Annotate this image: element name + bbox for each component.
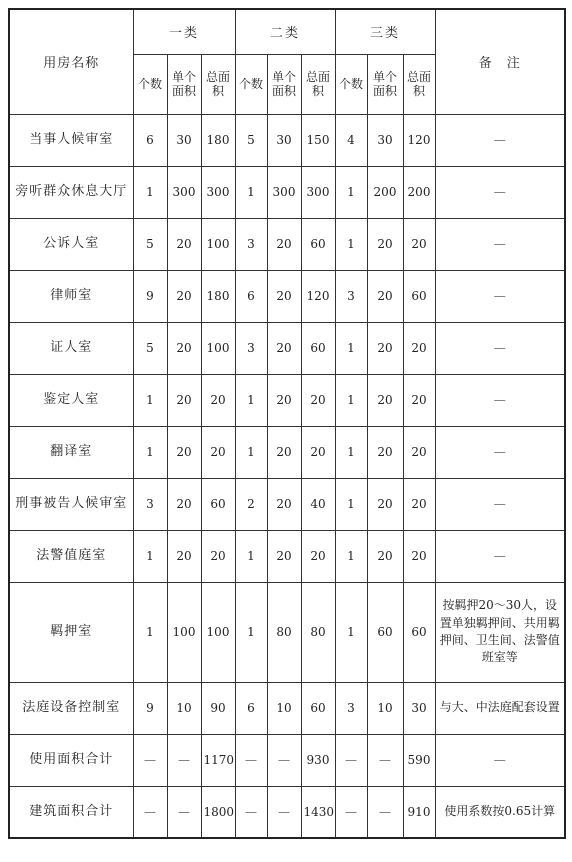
total-area-cell: 100 (201, 322, 235, 374)
count-cell: 1 (133, 530, 167, 582)
table-row (9, 682, 565, 734)
unit-area-cell: 10 (267, 682, 301, 734)
count-cell: 1 (335, 426, 367, 478)
count-cell: 1 (335, 478, 367, 530)
count-cell: 1 (335, 322, 367, 374)
unit-area-cell: 20 (167, 426, 201, 478)
unit-area-cell: 20 (167, 322, 201, 374)
table-row (9, 426, 565, 478)
unit-area-cell: 20 (367, 374, 403, 426)
remark-cell: — (435, 322, 565, 374)
unit-area-cell: 20 (267, 530, 301, 582)
unit-area-cell: 60 (367, 582, 403, 682)
total-area-cell: 20 (403, 218, 435, 270)
count-cell: 5 (235, 114, 267, 166)
room-name-cell: 建筑面积合计 (9, 786, 133, 838)
table-row (9, 114, 565, 166)
count-cell: 6 (235, 682, 267, 734)
unit-area-cell: 20 (167, 218, 201, 270)
count-cell: 1 (235, 374, 267, 426)
count-cell: 1 (335, 582, 367, 682)
remark-cell: — (435, 734, 565, 786)
count-cell: 1 (335, 166, 367, 218)
total-area-cell: 20 (403, 374, 435, 426)
total-area-cell: 180 (201, 270, 235, 322)
unit-area-cell: 20 (267, 322, 301, 374)
total-area-cell: 300 (201, 166, 235, 218)
remark-cell: — (435, 374, 565, 426)
unit-area-cell: 300 (267, 166, 301, 218)
count-cell: 3 (335, 270, 367, 322)
total-area-cell: 20 (301, 426, 335, 478)
total-area-cell: 60 (301, 682, 335, 734)
unit-area-cell: 20 (367, 426, 403, 478)
total-area-cell: 20 (301, 530, 335, 582)
total-area-cell: 60 (301, 218, 335, 270)
total-area-cell: 20 (201, 374, 235, 426)
table-header (9, 9, 565, 114)
total-area-cell: 910 (403, 786, 435, 838)
remark-cell: — (435, 426, 565, 478)
total-area-cell: 1170 (201, 734, 235, 786)
unit-area-cell: — (167, 786, 201, 838)
unit-area-cell: — (167, 734, 201, 786)
count-cell: 6 (235, 270, 267, 322)
unit-area-cell: 30 (367, 114, 403, 166)
room-name-cell: 羁押室 (9, 582, 133, 682)
count-cell: 3 (133, 478, 167, 530)
room-area-table (8, 8, 566, 839)
count-cell: 3 (235, 322, 267, 374)
count-cell: 1 (335, 530, 367, 582)
count-cell: — (235, 734, 267, 786)
count-cell: 1 (335, 374, 367, 426)
unit-area-cell: 200 (367, 166, 403, 218)
total-area-cell: 60 (403, 270, 435, 322)
sub-header-total-area: 总面积 (301, 54, 335, 114)
table-row (9, 374, 565, 426)
unit-area-cell: 10 (367, 682, 403, 734)
total-area-cell: 590 (403, 734, 435, 786)
sub-header-total-area: 总面积 (403, 54, 435, 114)
unit-area-cell: 20 (367, 530, 403, 582)
unit-area-cell: 100 (167, 582, 201, 682)
sub-header-unit-area: 单个面积 (267, 54, 301, 114)
sub-header-unit-area: 单个面积 (167, 54, 201, 114)
total-area-cell: 90 (201, 682, 235, 734)
header-remark: 备 注 (435, 9, 565, 114)
table-body (9, 114, 565, 838)
count-cell: 1 (235, 426, 267, 478)
total-area-cell: 60 (201, 478, 235, 530)
remark-cell: — (435, 166, 565, 218)
room-name-cell: 使用面积合计 (9, 734, 133, 786)
total-area-cell: 120 (301, 270, 335, 322)
unit-area-cell: 20 (367, 218, 403, 270)
unit-area-cell: 20 (167, 530, 201, 582)
unit-area-cell: 20 (267, 218, 301, 270)
table-row (9, 322, 565, 374)
count-cell: 9 (133, 270, 167, 322)
table-row (9, 270, 565, 322)
unit-area-cell: 20 (167, 374, 201, 426)
unit-area-cell: — (267, 734, 301, 786)
count-cell: — (235, 786, 267, 838)
room-name-cell: 旁听群众休息大厅 (9, 166, 133, 218)
table-row (9, 166, 565, 218)
unit-area-cell: 20 (367, 322, 403, 374)
remark-cell: 使用系数按0.65计算 (435, 786, 565, 838)
remark-cell: — (435, 270, 565, 322)
room-name-cell: 翻译室 (9, 426, 133, 478)
count-cell: 4 (335, 114, 367, 166)
room-name-cell: 律师室 (9, 270, 133, 322)
unit-area-cell: 20 (267, 478, 301, 530)
unit-area-cell: 20 (367, 270, 403, 322)
unit-area-cell: 80 (267, 582, 301, 682)
count-cell: 3 (235, 218, 267, 270)
remark-cell: — (435, 218, 565, 270)
count-cell: 9 (133, 682, 167, 734)
unit-area-cell: — (367, 786, 403, 838)
room-name-cell: 证人室 (9, 322, 133, 374)
total-area-cell: 20 (301, 374, 335, 426)
unit-area-cell: 300 (167, 166, 201, 218)
header-category-3: 三类 (335, 9, 435, 54)
count-cell: 6 (133, 114, 167, 166)
table-row (9, 530, 565, 582)
count-cell: 1 (235, 530, 267, 582)
header-category-2: 二类 (235, 9, 335, 54)
remark-cell: 按羁押20～30人，设置单独羁押间、共用羁押间、卫生间、法警值班室等 (435, 582, 565, 682)
sub-header-count: 个数 (235, 54, 267, 114)
unit-area-cell: 20 (267, 374, 301, 426)
unit-area-cell: 30 (267, 114, 301, 166)
count-cell: 1 (235, 166, 267, 218)
unit-area-cell: — (267, 786, 301, 838)
total-area-cell: 40 (301, 478, 335, 530)
table-row (9, 218, 565, 270)
total-area-cell: 60 (301, 322, 335, 374)
count-cell: 1 (133, 374, 167, 426)
total-area-cell: 20 (403, 426, 435, 478)
table-row (9, 734, 565, 786)
room-name-cell: 鉴定人室 (9, 374, 133, 426)
table-row (9, 582, 565, 682)
unit-area-cell: 20 (267, 426, 301, 478)
header-room-name: 用房名称 (9, 9, 133, 114)
total-area-cell: 20 (403, 530, 435, 582)
unit-area-cell: 20 (167, 270, 201, 322)
count-cell: 1 (235, 582, 267, 682)
room-name-cell: 法庭设备控制室 (9, 682, 133, 734)
remark-cell: — (435, 530, 565, 582)
remark-cell: 与大、中法庭配套设置 (435, 682, 565, 734)
unit-area-cell: 10 (167, 682, 201, 734)
room-name-cell: 当事人候审室 (9, 114, 133, 166)
count-cell: 5 (133, 218, 167, 270)
unit-area-cell: 20 (167, 478, 201, 530)
total-area-cell: 1430 (301, 786, 335, 838)
sub-header-unit-area: 单个面积 (367, 54, 403, 114)
table-row (9, 786, 565, 838)
total-area-cell: 100 (201, 218, 235, 270)
total-area-cell: 20 (403, 478, 435, 530)
unit-area-cell: 20 (367, 478, 403, 530)
total-area-cell: 300 (301, 166, 335, 218)
count-cell: 1 (133, 582, 167, 682)
sub-header-count: 个数 (335, 54, 367, 114)
unit-area-cell: 20 (267, 270, 301, 322)
total-area-cell: 930 (301, 734, 335, 786)
total-area-cell: 20 (403, 322, 435, 374)
room-name-cell: 法警值庭室 (9, 530, 133, 582)
count-cell: 5 (133, 322, 167, 374)
total-area-cell: 60 (403, 582, 435, 682)
total-area-cell: 30 (403, 682, 435, 734)
count-cell: — (133, 786, 167, 838)
total-area-cell: 180 (201, 114, 235, 166)
count-cell: 2 (235, 478, 267, 530)
total-area-cell: 150 (301, 114, 335, 166)
total-area-cell: 20 (201, 530, 235, 582)
total-area-cell: 1800 (201, 786, 235, 838)
total-area-cell: 80 (301, 582, 335, 682)
unit-area-cell: 30 (167, 114, 201, 166)
total-area-cell: 200 (403, 166, 435, 218)
count-cell: — (133, 734, 167, 786)
remark-cell: — (435, 114, 565, 166)
header-category-1: 一类 (133, 9, 235, 54)
unit-area-cell: — (367, 734, 403, 786)
total-area-cell: 120 (403, 114, 435, 166)
count-cell: 1 (133, 166, 167, 218)
count-cell: 1 (335, 218, 367, 270)
count-cell: — (335, 786, 367, 838)
count-cell: 3 (335, 682, 367, 734)
room-name-cell: 刑事被告人候审室 (9, 478, 133, 530)
sub-header-count: 个数 (133, 54, 167, 114)
total-area-cell: 20 (201, 426, 235, 478)
room-name-cell: 公诉人室 (9, 218, 133, 270)
count-cell: — (335, 734, 367, 786)
total-area-cell: 100 (201, 582, 235, 682)
table-row (9, 478, 565, 530)
count-cell: 1 (133, 426, 167, 478)
remark-cell: — (435, 478, 565, 530)
sub-header-total-area: 总面积 (201, 54, 235, 114)
